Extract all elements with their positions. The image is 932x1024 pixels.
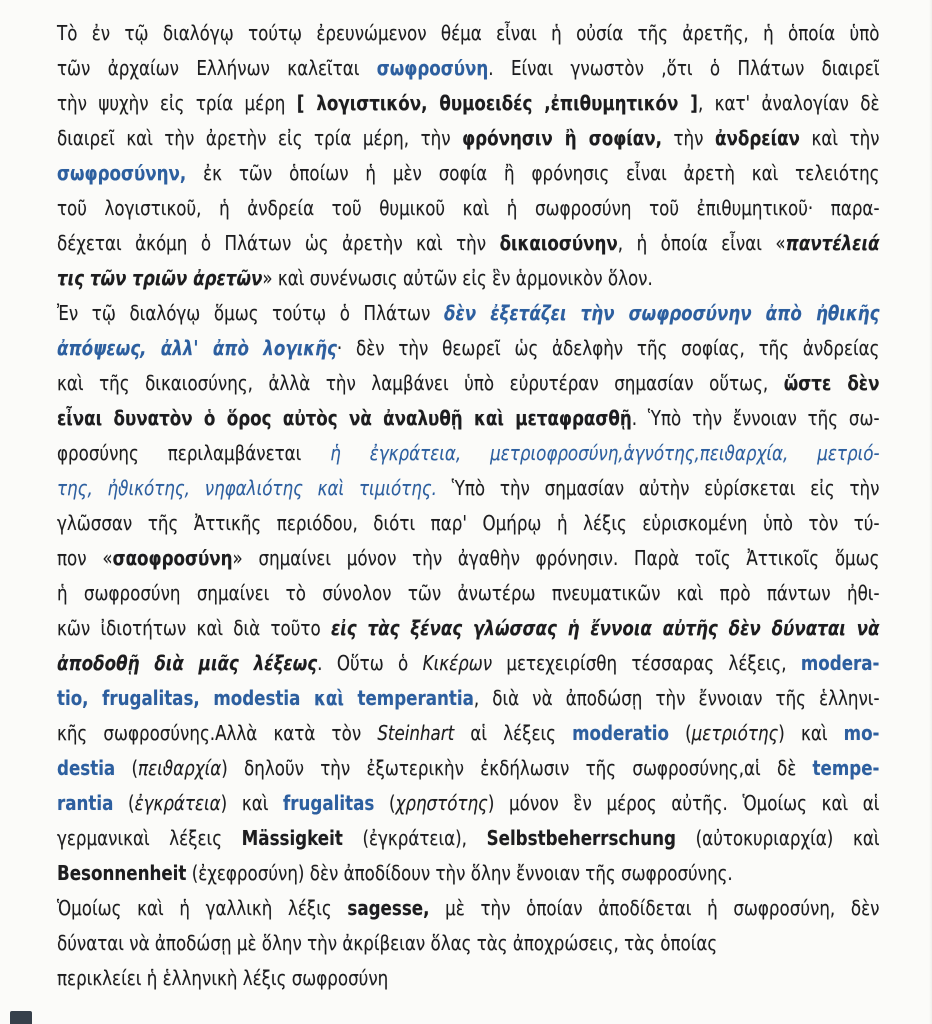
text-run: περικλείει ἡ ἑλληνικὴ λέξις σωφροσύνη <box>57 966 389 990</box>
highlighted-term: frugalitas <box>283 791 375 815</box>
text-run: (ἐχεφροσύνη) δὲν ἀποδίδουν τὴν ὅλην ἔννοιαν τῆς σωφροσύνης. <box>186 861 733 885</box>
text-run: Besonnenheit <box>57 861 187 885</box>
text-line <box>57 716 879 751</box>
text-run: ( <box>374 791 396 815</box>
text-run: ἀνδρείαν <box>715 126 800 150</box>
text-run: ) καὶ <box>778 721 844 745</box>
text-run: τις τῶν τριῶν ἀρετῶν <box>57 266 263 290</box>
text-run: γερμανικαὶ λέξεις <box>57 826 242 850</box>
text-run: πειϑαρχία <box>138 756 222 780</box>
text-line <box>57 611 879 646</box>
highlighted-term: tempe- <box>812 756 880 780</box>
text-run: εἰς τὰς ξένας γλώσσας ἡ ἔννοια αὐτῆς δὲν δύναται νὰ <box>330 616 880 640</box>
scan-artifact-corner-mark <box>10 1011 32 1024</box>
highlighted-term: destia <box>57 756 116 780</box>
text-line <box>57 926 879 961</box>
text-run: Mässigkeit <box>241 826 343 850</box>
text-run: Κικέρων <box>422 651 493 675</box>
text-run: ἡ σωφροσύνη σημαίνει τὸ σύνολον τῶν ἀνωτέρω πνευματικῶν καὶ πρὸ πάντων ἠθι- <box>57 581 880 605</box>
text-run: κῆς σωφροσύνης.Αλλὰ κατὰ τὸν <box>57 721 378 745</box>
text-run: [ λογιστικόν, θυμοειδές ,ἐπιθυμητικόν ] <box>296 91 698 115</box>
text-line <box>57 121 879 156</box>
text-run: Ὑπὸ τὴν σημασίαν αὐτὴν εὑρίσκεται εἰς τὴν <box>436 476 880 500</box>
text-line <box>57 226 879 261</box>
text-run: διαιρεῖ καὶ τὴν ἀρετὴν εἰς τρία μέρη, τὴν <box>57 126 463 150</box>
text-run: μετεχειρίσθη τέσσαρας λέξεις, <box>492 651 801 675</box>
text-run: τοῦ λογιστικοῦ, ἡ ἀνδρεία τοῦ θυμικοῦ καὶ ἡ σωφροσύνη τοῦ ἐπιθυμητικοῦ· παρα- <box>57 196 880 220</box>
text-line <box>57 856 879 891</box>
highlighted-term: mo- <box>843 721 880 745</box>
highlighted-term: ἀπόψεως, ἀλλ' ἀπὸ λογικῆς <box>57 336 337 360</box>
text-line <box>57 751 879 786</box>
document-text <box>57 0 879 996</box>
highlighted-term: moderatio <box>572 721 669 745</box>
text-line <box>57 576 879 611</box>
text-run: Selbstbeherrschung <box>486 826 676 850</box>
scan-edge-shadow-left <box>0 0 4 1024</box>
text-run: τῶν ἀρχαίων Ελλήνων καλεῖται <box>57 56 377 80</box>
text-run: . Είναι γνωστὸν ,ὅτι ὁ Πλάτων διαιρεῖ <box>488 56 880 80</box>
text-run: ἐγκράτεια <box>134 791 221 815</box>
text-line <box>57 156 879 191</box>
text-run: δύναται νὰ ἀποδώσῃ μὲ ὅλην τὴν ἀκρίβειαν ὅλας τὰς ἀποχρώσεις, τὰς ὁποίας <box>57 931 718 955</box>
text-run: γλῶσσαν τῆς Ἀττικῆς περιόδου, διότι παρ' Ομήρῳ ἡ λέξις εὑρισκομένη ὑπὸ τὸν τύ- <box>57 511 880 535</box>
text-run: καὶ τὴν <box>799 126 880 150</box>
text-run: sagesse, <box>347 896 430 920</box>
text-run: κῶν ἰδιοτήτων καὶ διὰ τοῦτο <box>57 616 331 640</box>
highlighted-term: rantia <box>57 791 114 815</box>
text-run: . Ὑπὸ τὴν ἔννοιαν τῆς σω- <box>631 406 880 430</box>
text-run: · δὲν τὴν θεωρεῖ ὡς ἀδελφὴν τῆς σοφίας, τῆς ἀνδρείας <box>336 336 880 360</box>
text-run: ( <box>668 721 692 745</box>
text-run: ( <box>113 791 135 815</box>
text-run: Ὁμοίως καὶ ἡ γαλλικὴ λέξις <box>57 896 348 920</box>
text-run: ) καὶ <box>220 791 284 815</box>
text-run: Steinhart <box>377 721 455 745</box>
text-run: δέχεται ἀκόμη ὁ Πλάτων ὡς ἀρετὴν καὶ τὴν <box>57 231 500 255</box>
text-run: Ἐν τῷ διαλόγῳ ὅμως τούτῳ ὁ Πλάτων <box>57 301 444 325</box>
text-run: σαοφροσύνη <box>112 546 233 570</box>
text-run: , κατ' ἀναλογίαν δὲ <box>697 91 880 115</box>
text-run: ) δηλοῦν τὴν ἐξωτερικὴν ἐκδήλωσιν τῆς σωφροσύνης,αἱ δὲ <box>221 756 813 780</box>
text-line <box>57 16 879 51</box>
text-run: (αὐτοκυριαρχία) καὶ <box>675 826 880 850</box>
highlighted-term: δὲν ἐξετάζει τὴν σωφροσύνην ἀπὸ ἠθικῆς <box>443 301 880 325</box>
highlighted-term: σωφροσύνην, <box>57 161 187 185</box>
text-line <box>57 891 879 926</box>
text-run: δικαιοσύνην <box>499 231 618 255</box>
text-line <box>57 51 879 86</box>
text-run: τὴν <box>661 126 716 150</box>
text-run: Τὸ ἐν τῷ διαλόγῳ τούτῳ ἐρευνώμενον θέμα εἶναι ἡ οὐσία τῆς ἀρετῆς, ἡ ὁποία ὑπὸ <box>57 21 880 45</box>
text-line <box>57 86 879 121</box>
text-line <box>57 471 879 506</box>
highlighted-term: της, ἠϑικότης, νηφαλιότης καὶ τιμιότης. <box>57 476 437 500</box>
text-line <box>57 261 879 296</box>
text-run: ( <box>115 756 139 780</box>
text-line <box>57 541 879 576</box>
text-run: (ἐγκράτεια), <box>342 826 487 850</box>
text-line <box>57 436 879 471</box>
text-line <box>57 681 879 716</box>
text-run: φρόνησιν ἢ σοφίαν, <box>462 126 662 150</box>
text-run: ἐκ τῶν ὁποίων ἡ μὲν σοφία ἢ φρόνησις εἶναι ἀρετὴ καὶ τελειότης <box>186 161 880 185</box>
text-run: καὶ τῆς δικαιοσύνης, ἀλλὰ τὴν λαμβάνει ὑπὸ εὐρυτέραν σημασίαν οὕτως, <box>57 371 784 395</box>
text-run: , ἡ ὁποία εἶναι « <box>617 231 786 255</box>
text-run: ) μόνον ἓν μέρος αὐτῆς. Ὁμοίως καὶ αἱ <box>487 791 880 815</box>
highlighted-term: σωφροσύνη <box>376 56 489 80</box>
text-run: φροσύνης περιλαμβάνεται <box>57 441 331 465</box>
text-run: , διὰ νὰ ἀποδώσῃ τὴν ἔννοιαν τῆς ἑλληνι- <box>473 686 880 710</box>
text-line <box>57 401 879 436</box>
text-line <box>57 646 879 681</box>
text-line <box>57 191 879 226</box>
highlighted-term: modera- <box>800 651 880 675</box>
highlighted-term: ἡ ἐγκράτεια, μετριοφροσύνη,ἁγνότης,πειϑαρχία, μετριό- <box>330 441 880 465</box>
text-run: παντέλειά <box>785 231 880 255</box>
text-line <box>57 506 879 541</box>
text-line <box>57 821 879 856</box>
text-line <box>57 961 879 996</box>
text-line <box>57 331 879 366</box>
text-run: τὴν ψυχὴν εἰς τρία μέρη <box>57 91 297 115</box>
text-run: αἱ λέξεις <box>454 721 573 745</box>
text-run: ὥστε δὲν <box>783 371 880 395</box>
text-line <box>57 366 879 401</box>
text-run: μετριότης <box>691 721 779 745</box>
text-run: χρηστότης <box>395 791 488 815</box>
text-run: » καὶ συνένωσις αὐτῶν εἰς ἓν ἁρμονικὸν ὅλον. <box>262 266 653 290</box>
highlighted-term: tio, frugalitas, modestia καὶ temperantia <box>57 686 474 710</box>
text-run: ἀποδοθῇ διὰ μιᾶς λέξεως <box>57 651 318 675</box>
text-run: » σημαίνει μόνον τὴν ἀγαθὴν φρόνησιν. Παρὰ τοῖς Ἀττικοῖς ὅμως <box>232 546 880 570</box>
text-run: εἶναι δυνατὸν ὁ ὅρος αὐτὸς νὰ ἀναλυθῇ καὶ μεταφρασθῇ <box>57 406 632 430</box>
text-line <box>57 296 879 331</box>
text-run: μὲ τὴν ὁποίαν ἀποδίδεται ἡ σωφροσύνη, δὲν <box>429 896 880 920</box>
text-run: πον « <box>57 546 113 570</box>
text-line <box>57 786 879 821</box>
text-run: . Οὕτω ὁ <box>317 651 423 675</box>
